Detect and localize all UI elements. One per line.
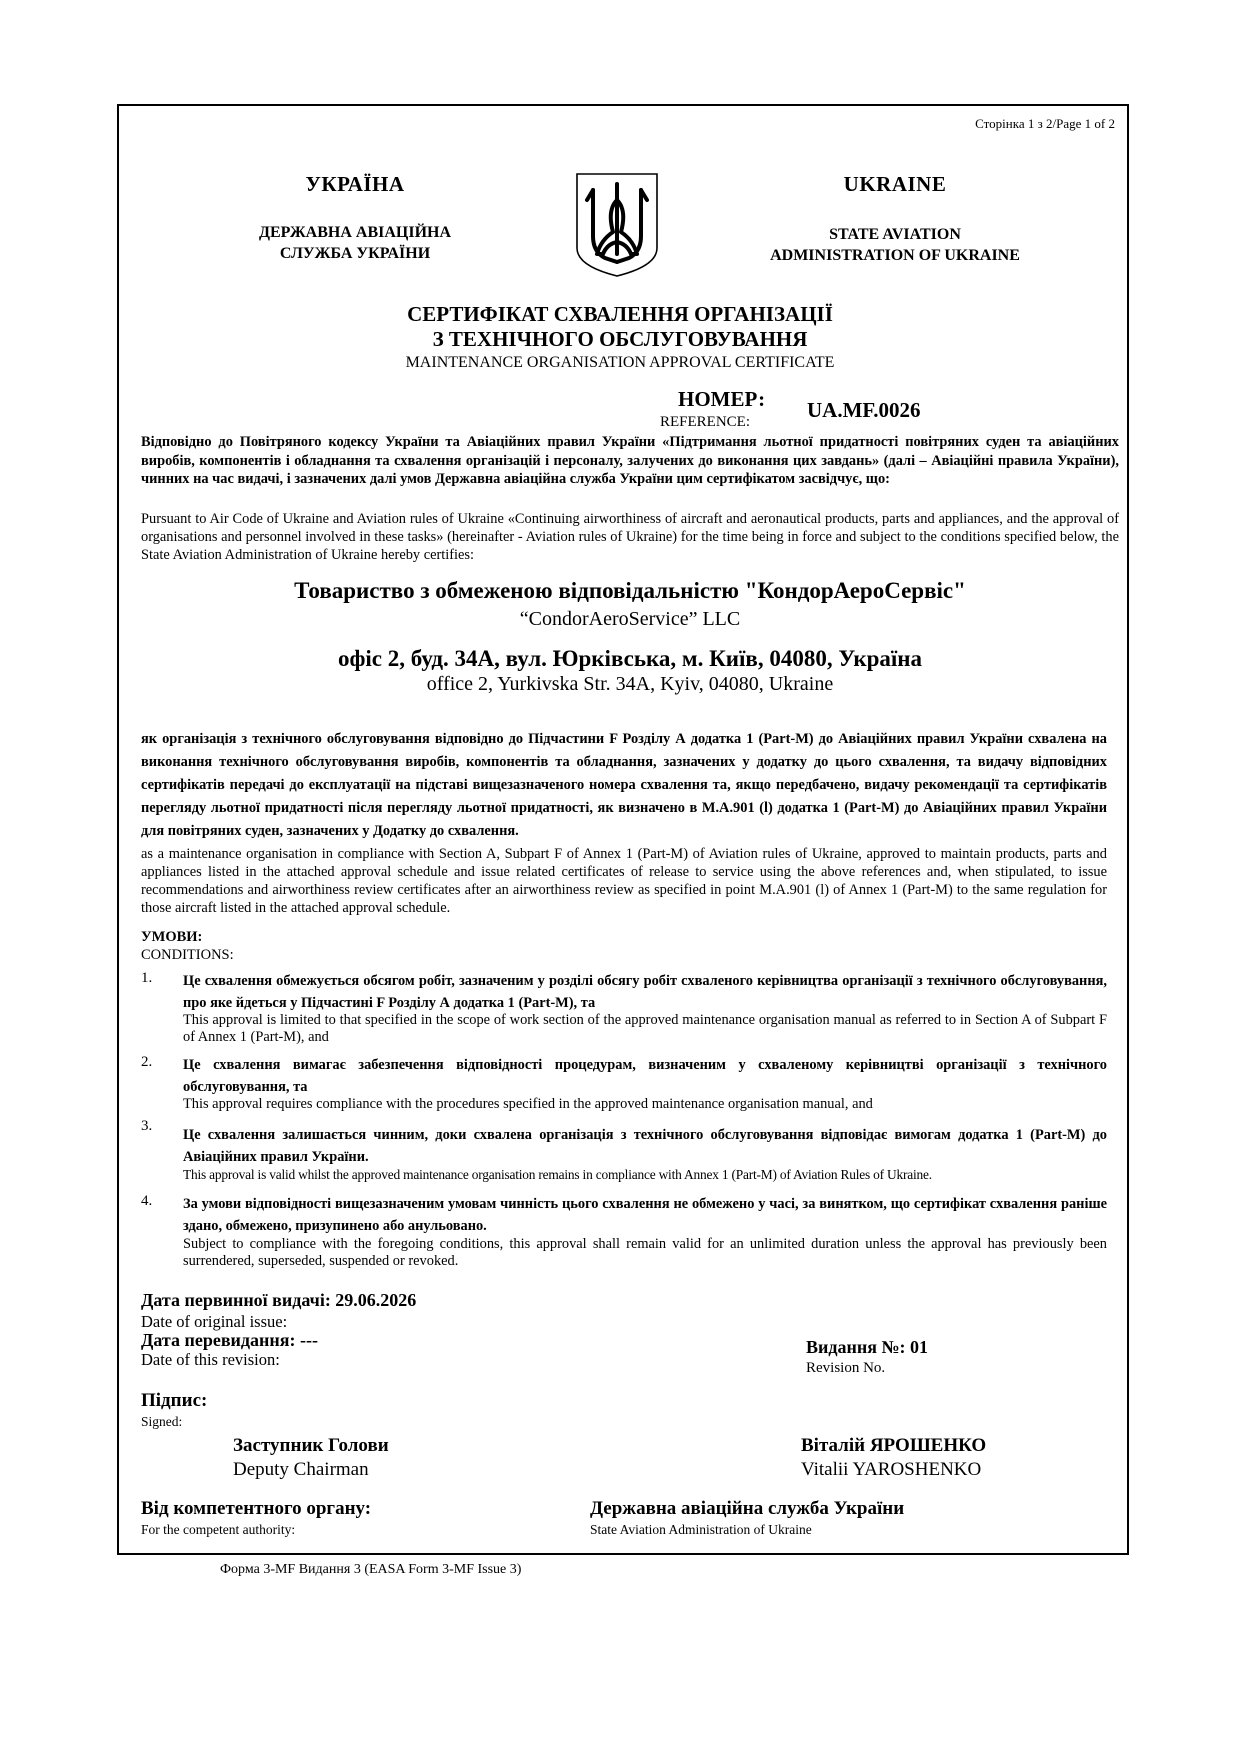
title-ua-line1: СЕРТИФІКАТ СХВАЛЕННЯ ОРГАНІЗАЦІЇ bbox=[407, 302, 833, 326]
signatory-name-ua: Віталій ЯРОШЕНКО bbox=[801, 1435, 987, 1456]
condition-en: This approval is limited to that specified in the scope of work section of the approved maintenance organisation manual as referred to in Section A of Subpart F of Annex 1 (Part-M), and bbox=[183, 1012, 1107, 1045]
signed-label-en: Signed: bbox=[141, 1414, 183, 1429]
form-footer: Форма 3-MF Видання 3 (EASA Form 3-MF Issue 3) bbox=[220, 1562, 522, 1577]
title-ua-line2: З ТЕХНІЧНОГО ОБСЛУГОВУВАННЯ bbox=[432, 327, 808, 351]
signatory-position-ua: Заступник Голови bbox=[233, 1435, 389, 1456]
condition-ua: За умови відповідності вищезазначеним умовам чинність цього схвалення не обмежено у часі, за винятком, що сертифікат схвалення раніше здано, обмежено, призупинено або анульовано. bbox=[183, 1196, 1107, 1234]
condition-number: 2. bbox=[141, 1054, 153, 1070]
condition-number: 3. bbox=[141, 1118, 153, 1134]
authority-name-ua: Державна авіаційна служба України bbox=[590, 1498, 905, 1519]
reference-label-ua: НОМЕР: bbox=[678, 387, 766, 411]
condition-en: This approval is valid whilst the approved maintenance organisation remains in compliance with Annex 1 (Part-M) of Aviation Rules of Ukraine. bbox=[183, 1167, 932, 1182]
organisation-name-ua: Товариство з обмеженою відповідальністю "КондорАероСервіс" bbox=[294, 578, 966, 603]
revision-date-en: Date of this revision: bbox=[141, 1350, 280, 1369]
signed-label-ua: Підпис: bbox=[141, 1390, 208, 1411]
condition-ua: Це схвалення залишається чинним, доки схвалена організація з технічного обслуговування відповідає вимогам додатка 1 (Part-M) до Авіаційних правил України. bbox=[183, 1127, 1107, 1165]
approval-scope-ua: як організація з технічного обслуговування відповідно до Підчастини F Розділу А додатка 1 (Part-M) до Авіаційних правил України схвалена на виконання технічного обслуговування виробів, компонентів та обладнання, зазначених у додатку до цього схвалення, та видачу відповідних сертифікатів передачі до експлуатації на підставі вищезазначеного номера схвалення та, якщо передбачено, видачу рекомендації та сертифікатів перегляду льотної придатності після перегляду льотної придатності, як визначено в M.A.901 (l) додатка 1 (Part-M) до Авіаційних правил України для повітряних суден, зазначених у Додатку до схвалення. bbox=[141, 731, 1107, 839]
revision-number-en: Revision No. bbox=[806, 1360, 886, 1376]
signatory-position-en: Deputy Chairman bbox=[233, 1459, 369, 1480]
condition-ua: Це схвалення вимагає забезпечення відповідності процедурам, визначеним у схваленому керівництві організації з технічного обслуговування, та bbox=[183, 1057, 1107, 1095]
revision-number-ua: Видання №: 01 bbox=[806, 1337, 929, 1357]
certificate-title-en: MAINTENANCE ORGANISATION APPROVAL CERTIFICATE bbox=[405, 354, 835, 371]
agency-ua-line1: ДЕРЖАВНА АВІАЦІЙНА bbox=[258, 224, 452, 241]
reference-label-en: REFERENCE: bbox=[660, 414, 751, 430]
condition-en: This approval requires compliance with the procedures specified in the approved maintenance organisation manual, and bbox=[183, 1096, 873, 1112]
reference-number: UA.MF.0026 bbox=[807, 398, 921, 422]
intro-ua: Відповідно до Повітряного кодексу України та Авіаційних правил України «Підтримання льотної придатності повітряних суден та авіаційних виробів, компонентів і обладнання та схвалення організацій і персоналу, залучених до виконання цих завдань» (далі – Авіаційні правила України), чинних на час видачі, і зазначених далі умов Державна авіаційна служба України цим сертифікатом засвідчує, що: bbox=[141, 434, 1119, 487]
original-issue-date-ua: Дата первинної видачі: 29.06.2026 bbox=[141, 1290, 417, 1310]
condition-number: 4. bbox=[141, 1193, 153, 1209]
certificate-title-ua bbox=[250, 302, 990, 352]
original-issue-date-en: Date of original issue: bbox=[141, 1312, 288, 1331]
signatory-name-en: Vitalii YAROSHENKO bbox=[801, 1459, 982, 1480]
condition-number: 1. bbox=[141, 970, 153, 986]
agency-ua-line2: СЛУЖБА УКРАЇНИ bbox=[279, 245, 431, 262]
agency-en-line2: ADMINISTRATION OF UKRAINE bbox=[770, 247, 1020, 264]
agency-ua bbox=[225, 222, 485, 264]
intro-en: Pursuant to Air Code of Ukraine and Aviation rules of Ukraine «Continuing airworthiness of aircraft and aeronautical products, parts and appliances, and the approval of organisations and personnel involved in these tasks» (hereinafter - Aviation rules of Ukraine) for the time being in force and subject to the conditions specified below, the State Aviation Administration of Ukraine hereby certifies: bbox=[141, 511, 1119, 563]
organisation-name-en: “CondorAeroService” LLC bbox=[519, 608, 741, 630]
approval-scope-en: as a maintenance organisation in compliance with Section A, Subpart F of Annex 1 (Part-M) of Aviation rules of Ukraine, approved to maintain products, parts and appliances listed in the attached approval schedule and issue related certificates of release to service using the above references and, when stipulated, to issue recommendations and airworthiness review certificates after an airworthiness review as specified in point M.A.901 (l) of Annex 1 (Part-M) to the same regulation for those aircraft listed in the attached approval schedule. bbox=[141, 846, 1107, 916]
agency-en bbox=[745, 224, 1045, 266]
page-number: Сторінка 1 з 2/Page 1 of 2 bbox=[975, 116, 1115, 131]
ukraine-trident-emblem-icon bbox=[573, 170, 661, 280]
country-en: UKRAINE bbox=[843, 172, 947, 196]
organisation-address-ua: офіс 2, буд. 34А, вул. Юрківська, м. Київ, 04080, Україна bbox=[337, 646, 923, 671]
conditions-heading-ua: УМОВИ: bbox=[141, 929, 203, 945]
condition-en: Subject to compliance with the foregoing conditions, this approval shall remain valid for an unlimited duration unless the approval has previously been surrendered, superseded, suspended or revoked. bbox=[183, 1236, 1107, 1269]
authority-name-en: State Aviation Administration of Ukraine bbox=[590, 1522, 812, 1537]
condition-ua: Це схвалення обмежується обсягом робіт, зазначеним у розділі обсягу робіт схваленого керівництва організації з технічного обслуговування, про яке йдеться у Підчастині F Розділу А додатка 1 (Part-M), та bbox=[183, 973, 1107, 1011]
authority-label-en: For the competent authority: bbox=[141, 1522, 296, 1537]
country-ua: УКРАЇНА bbox=[305, 172, 405, 196]
authority-label-ua: Від компетентного органу: bbox=[141, 1498, 372, 1519]
organisation-address-en: office 2, Yurkivska Str. 34A, Kyiv, 04080, Ukraine bbox=[426, 673, 834, 695]
revision-date-ua: Дата перевидання: --- bbox=[141, 1330, 318, 1350]
conditions-heading-en: CONDITIONS: bbox=[141, 947, 234, 963]
agency-en-line1: STATE AVIATION bbox=[829, 226, 961, 243]
